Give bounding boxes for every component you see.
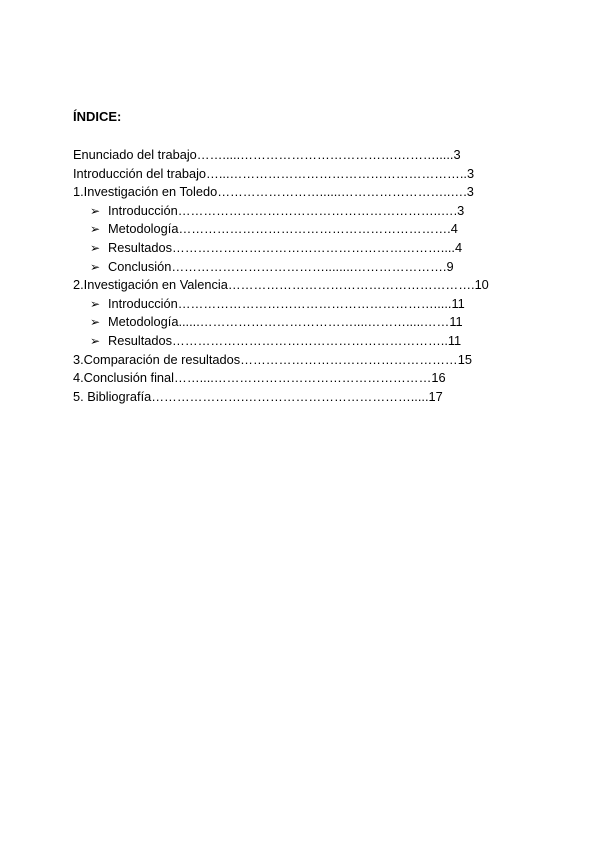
- toc-entry-label: Introducción del trabajo: [73, 165, 207, 181]
- arrow-bullet-icon: ➢: [90, 296, 101, 311]
- toc-subentry: [73, 332, 533, 351]
- toc-leader-dots: ………………………………………………….: [227, 277, 475, 293]
- toc-leader-dots: ……………………………………………………..….: [177, 202, 458, 218]
- toc-entry: [73, 276, 533, 295]
- toc-page-number: 15: [457, 351, 472, 367]
- page-title: ÍNDICE:: [73, 109, 122, 124]
- arrow-bullet-icon: ➢: [90, 315, 101, 330]
- toc-subentry: [73, 313, 533, 332]
- arrow-bullet-icon: ➢: [90, 240, 101, 255]
- toc-page-number: 11: [451, 295, 465, 311]
- toc-page-number: 4: [455, 239, 463, 255]
- toc-entry-label: 4.Conclusión final: [73, 370, 175, 386]
- toc-leader-dots: …………………………………………………….....: [177, 295, 452, 311]
- toc-leader-dots: ……....……………………………………………: [174, 370, 432, 386]
- toc-entry-label: Resultados: [108, 239, 173, 255]
- toc-page-number: 3: [457, 202, 465, 218]
- toc-entry: [73, 388, 533, 407]
- toc-subentry: [73, 295, 533, 314]
- toc-page-number: 17: [428, 388, 443, 404]
- arrow-bullet-icon: ➢: [90, 333, 101, 348]
- toc-page-number: 10: [474, 277, 489, 293]
- toc-page-number: 11: [449, 314, 463, 330]
- arrow-bullet-icon: ➢: [90, 222, 101, 237]
- toc-leader-dots: ……………………………………………: [240, 351, 458, 367]
- toc-leader-dots: ………………………………………………………..: [172, 332, 448, 348]
- toc-leader-dots: …….....……………………………….……….....: [196, 147, 454, 162]
- toc-page-number: 3: [466, 184, 474, 200]
- toc-entry-label: Metodología: [108, 221, 179, 237]
- toc-leader-dots: …...………………………………………………..: [206, 165, 467, 181]
- toc-subentry: [73, 239, 533, 258]
- toc-page-number: 16: [431, 370, 446, 386]
- toc-page-number: 11: [447, 332, 462, 348]
- toc-page-number: 9: [446, 258, 454, 274]
- toc-entry-label: Introducción: [108, 202, 178, 218]
- arrow-bullet-icon: ➢: [90, 203, 101, 218]
- toc-page-number: 4: [450, 221, 458, 237]
- toc-entry-label: Conclusión: [108, 258, 172, 274]
- toc-entry-label: Metodología: [108, 314, 179, 330]
- toc-leader-dots: ......………………………………....……….....……: [178, 314, 450, 330]
- toc-leader-dots: ………………….………………………………….....: [151, 388, 429, 404]
- toc-entry: [73, 369, 533, 388]
- toc-entry-label: 2.Investigación en Valencia: [73, 277, 228, 293]
- arrow-bullet-icon: ➢: [90, 259, 101, 274]
- toc-page-number: 3: [453, 147, 461, 162]
- toc-entry-label: 3.Comparación de resultados: [73, 351, 241, 367]
- toc-leader-dots: ……………………......……………………..….: [217, 184, 467, 200]
- toc-entry-label: 1.Investigación en Toledo: [73, 184, 218, 200]
- toc-entry: [73, 351, 533, 370]
- toc-page-number: 3: [466, 165, 475, 181]
- table-of-contents: [73, 146, 533, 406]
- toc-leader-dots: ……………………………………………………….: [178, 221, 451, 237]
- toc-entry-label: 5. Bibliografía: [73, 388, 152, 404]
- toc-entry: [73, 183, 533, 202]
- toc-subentry: [73, 258, 533, 277]
- toc-entry-label: Introducción: [108, 295, 178, 311]
- toc-leader-dots: ………………………………………………………....: [172, 239, 455, 255]
- toc-subentry: [73, 202, 533, 221]
- toc-subentry: [73, 220, 533, 239]
- toc-entry: [73, 165, 533, 184]
- toc-entry-label: Enunciado del trabajo: [73, 147, 197, 162]
- toc-leader-dots: ………………………………........………………….: [171, 258, 447, 274]
- toc-entry-label: Resultados: [108, 332, 173, 348]
- toc-entry: [73, 146, 533, 165]
